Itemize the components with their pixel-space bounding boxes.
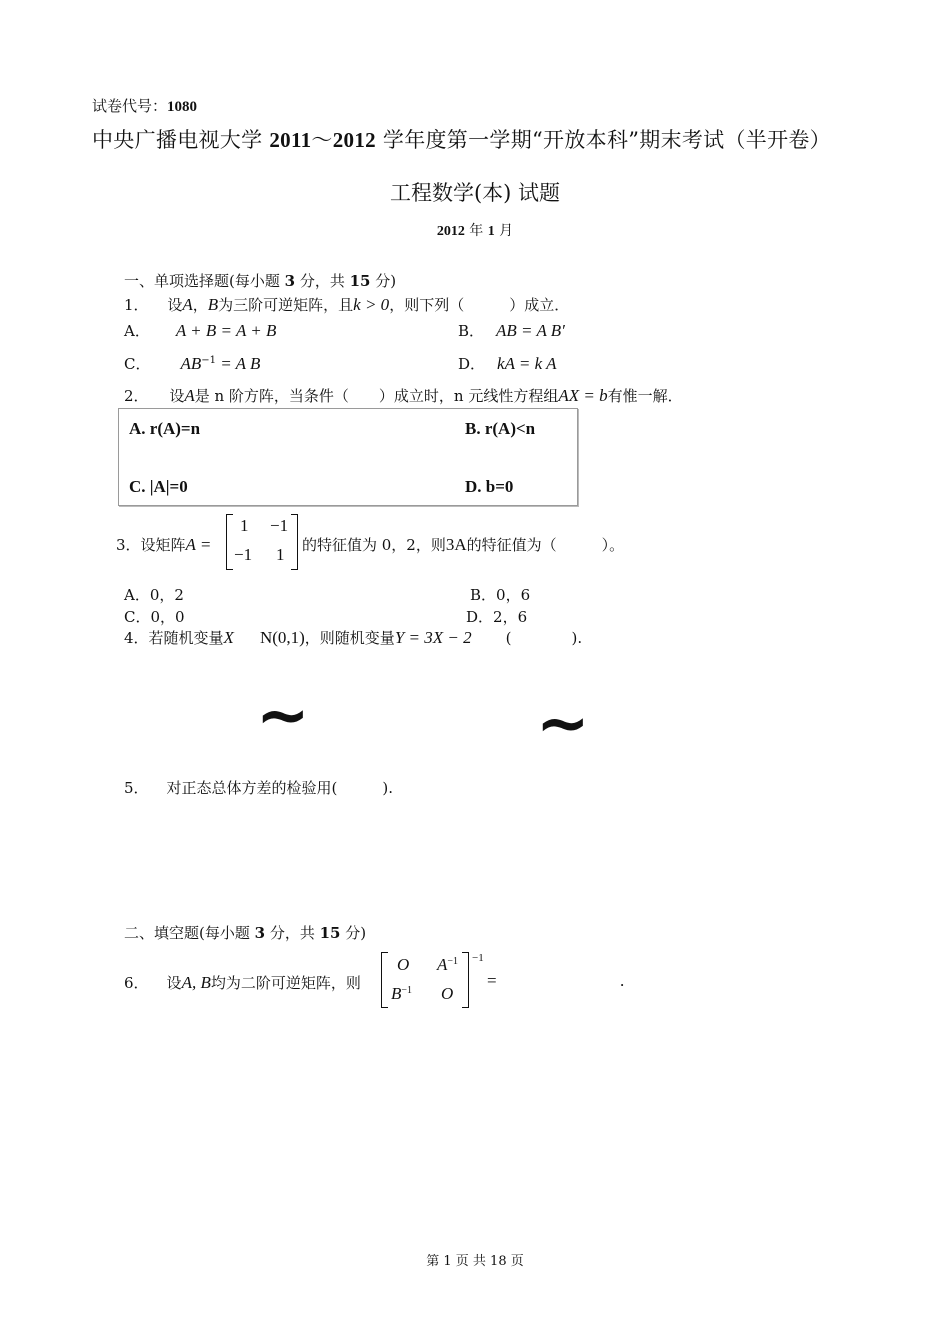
- q2-option-a: A. r(A)=n: [129, 419, 201, 438]
- question-4: 4．若随机变量X N(0,1)，则随机变量Y = 3X − 2 ( ).: [124, 628, 583, 647]
- question-2: 2． 设A是 n 阶方阵，当条件（ ）成立时，n 元线性方程组AX = b有惟一解．: [124, 386, 683, 405]
- q2-option-d: D. b=0: [465, 477, 514, 496]
- q3-m22: 1: [276, 545, 285, 564]
- q3-matrix-right-bracket: [291, 514, 298, 570]
- q1-option-c: C． $AB^{-1} = A$ B: [124, 354, 261, 373]
- q3-m21: −1: [234, 545, 253, 564]
- q3-option-a: A．0，2: [124, 586, 184, 604]
- question-3-cont: 的特征值为 0，2，则3A的特征值为（ ）。: [302, 535, 625, 554]
- q6-m21: $B^{-1}$: [391, 984, 413, 1003]
- question-3: 3．设矩阵A =: [116, 535, 212, 554]
- page-footer: 第 1 页 共 18 页: [426, 1254, 524, 1269]
- section-2-heading: 二、填空题(每小题 3 分，共 15 分): [124, 924, 367, 942]
- q3-m11: 1: [240, 516, 249, 535]
- q6-matrix-left-bracket: [381, 952, 388, 1008]
- exam-title: 中央广播电视大学 2011～2012 学年度第一学期“开放本科”期末考试（半开卷）: [92, 128, 831, 152]
- q3-option-d: D．2，6: [466, 608, 528, 626]
- q6-period: .: [620, 971, 625, 990]
- q2-options-image: [118, 408, 578, 506]
- q2-option-c: C. |A|=0: [129, 477, 188, 496]
- q6-equals: =: [487, 971, 497, 990]
- q1-option-b: B． AB = A B′: [458, 321, 565, 340]
- tilde-symbol-right: ~: [536, 687, 590, 761]
- q6-m11: O: [397, 955, 410, 974]
- tilde-symbol-left: ~: [256, 679, 310, 753]
- section-1-heading: 一、单项选择题(每小题 3 分，共 15 分): [124, 272, 397, 290]
- q3-matrix-left-bracket: [226, 514, 233, 570]
- q1-option-d: D． kA = k A: [458, 354, 557, 373]
- q6-m12: $A^{-1}$: [437, 955, 459, 974]
- question-1: 1． 设A，B为三阶可逆矩阵，且k > 0，则下列（ ）成立．: [124, 295, 570, 314]
- q2-option-b: B. r(A)<n: [465, 419, 536, 438]
- q3-option-c: C．0，0: [124, 608, 185, 626]
- exam-date: 2012 年 1 月: [436, 223, 514, 239]
- question-5: 5． 对正态总体方差的检验用( ).: [124, 779, 394, 797]
- q6-power: −1: [472, 952, 484, 964]
- q1-option-a: A． A + B = A + B: [124, 321, 277, 340]
- q6-m22: O: [441, 984, 454, 1003]
- q3-m12: −1: [270, 516, 289, 535]
- exam-code: 试卷代号：1080: [92, 97, 198, 115]
- q3-option-b: B．0，6: [470, 586, 531, 604]
- q6-matrix-right-bracket: [462, 952, 469, 1008]
- question-6: 6． 设A, B均为二阶可逆矩阵，则: [124, 973, 361, 992]
- subject-title: 工程数学(本) 试题: [389, 181, 561, 205]
